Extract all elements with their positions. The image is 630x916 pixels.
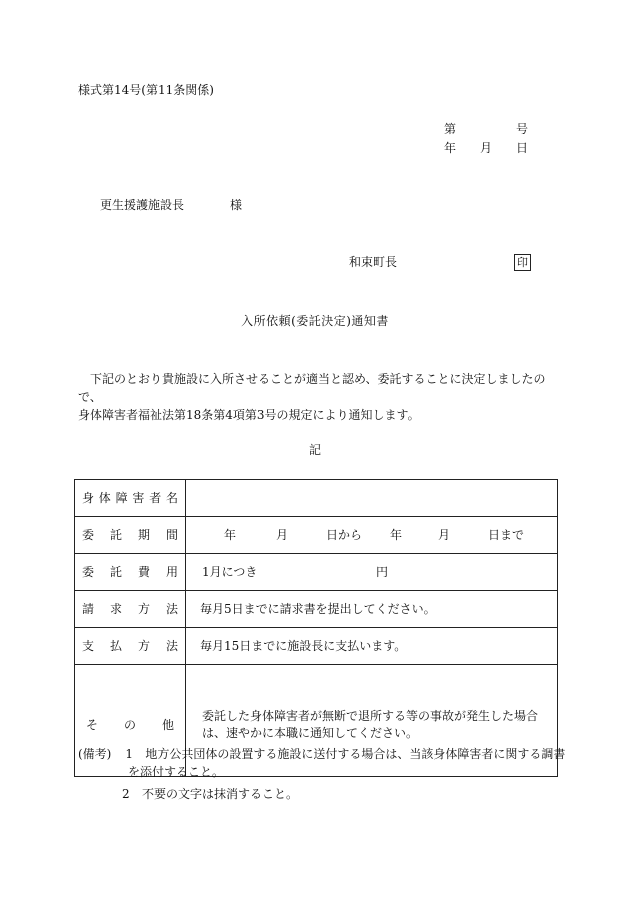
note-1 xyxy=(78,748,565,760)
table-row xyxy=(75,628,558,665)
period-to: 日まで xyxy=(488,528,525,542)
label-period: 委 託 期 間 xyxy=(75,517,186,554)
note-2-text: 不要の文字は抹消すること。 xyxy=(142,787,299,801)
form-number-label: 様式第14号(第11条関係) xyxy=(78,83,214,97)
cost-unit: 円 xyxy=(376,565,389,579)
document-title: 入所依頼(委託決定)通知書 xyxy=(241,314,389,328)
period-year: 年 xyxy=(224,528,237,542)
table-row xyxy=(75,591,558,628)
note-prefix: (備考) xyxy=(78,747,112,761)
date-day: 日 xyxy=(515,141,528,155)
date-month: 月 xyxy=(479,141,492,155)
details-table xyxy=(74,479,558,777)
note-2 xyxy=(122,788,298,800)
value-person-name[interactable] xyxy=(186,480,558,517)
note-1-line-1: 地方公共団体の設置する施設に送付する場合は、当該身体障害者に関する調書 xyxy=(145,747,566,761)
value-cost[interactable] xyxy=(186,554,558,591)
body-line-2: 身体障害者福祉法第18条第4項第3号の規定により通知します。 xyxy=(78,408,420,422)
label-other: そ の 他 xyxy=(75,665,186,777)
number-suffix: 号 xyxy=(515,122,528,136)
table-row xyxy=(75,517,558,554)
period-year2: 年 xyxy=(390,528,403,542)
document-number xyxy=(444,123,528,135)
note-2-number: 2 xyxy=(122,787,130,801)
recipient-name: 更生援護施設長 xyxy=(100,198,185,212)
period-from: 日から xyxy=(326,528,363,542)
label-cost: 委 託 費 用 xyxy=(75,554,186,591)
seal-mark: 印 xyxy=(514,254,531,271)
document-date xyxy=(444,142,528,154)
label-billing: 請 求 方 法 xyxy=(75,591,186,628)
label-payment: 支 払 方 法 xyxy=(75,628,186,665)
ki-heading: 記 xyxy=(308,443,321,457)
recipient-honorific: 様 xyxy=(230,198,243,212)
recipient xyxy=(100,199,242,211)
table-row xyxy=(75,480,558,517)
cost-text: 1月につき xyxy=(202,565,258,579)
value-billing: 毎月5日までに請求書を提出してください。 xyxy=(186,591,558,628)
label-person-name: 身 体 障 害 者 名 xyxy=(75,480,186,517)
period-month2: 月 xyxy=(438,528,451,542)
date-year: 年 xyxy=(444,141,457,155)
sender-name: 和束町長 xyxy=(349,255,398,269)
note-1-line-2: を添付すること。 xyxy=(128,765,225,779)
note-1-number: 1 xyxy=(125,747,134,761)
value-period[interactable] xyxy=(186,517,558,554)
number-prefix: 第 xyxy=(444,122,457,136)
body-text xyxy=(78,370,568,424)
table-row xyxy=(75,554,558,591)
value-payment: 毎月15日までに施設長に支払います。 xyxy=(186,628,558,665)
period-month: 月 xyxy=(276,528,289,542)
body-line-1: 下記のとおり貴施設に入所させることが適当と認め、委託することに決定しましたので、 xyxy=(78,372,546,404)
value-other: 委託した身体障害者が無断で退所する等の事故が発生した場合は、速やかに本職に通知してください。 xyxy=(186,665,558,777)
